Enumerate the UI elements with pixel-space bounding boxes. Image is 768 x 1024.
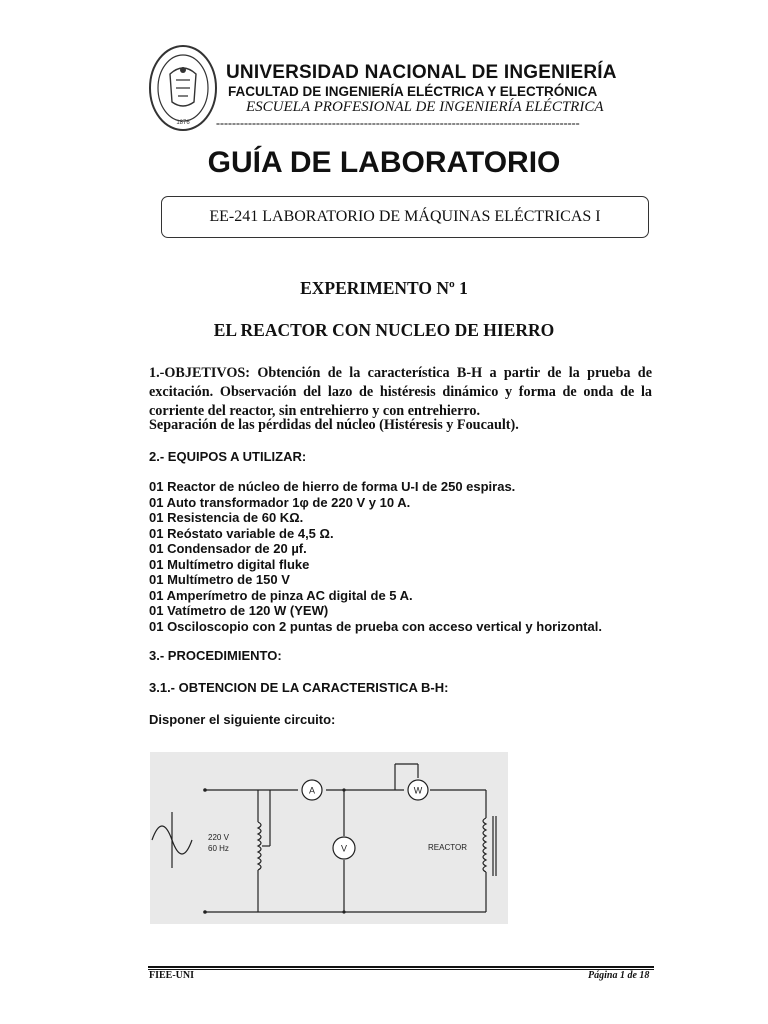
equipment-list bbox=[149, 479, 602, 634]
university-name: UNIVERSIDAD NACIONAL DE INGENIERÍA bbox=[226, 62, 617, 83]
footer-divider bbox=[148, 966, 654, 968]
voltmeter-label: V bbox=[340, 843, 348, 854]
equipment-item: 01 Resistencia de 60 KΩ. bbox=[149, 510, 304, 525]
procedure-subheading: 3.1.- OBTENCION DE LA CARACTERISTICA B-H: bbox=[149, 680, 449, 695]
equipment-item: 01 Auto transformador 1φ de 220 V y 10 A. bbox=[149, 494, 411, 510]
ammeter-label: A bbox=[308, 785, 316, 796]
equipment-item: 01 Amperímetro de pinza AC digital de 5 A. bbox=[149, 587, 413, 603]
page-title: GUÍA DE LABORATORIO bbox=[207, 146, 561, 179]
equipment-item: 01 Multímetro digital fluke bbox=[149, 556, 310, 572]
reactor-label: REACTOR bbox=[428, 843, 467, 852]
equipment-item: 01 Osciloscopio con 2 puntas de prueba con acceso vertical y horizontal. bbox=[149, 618, 602, 634]
source-voltage-label: 220 V bbox=[208, 833, 229, 842]
equipment-item: 01 Condensador de 20 µf. bbox=[149, 541, 307, 556]
course-box bbox=[161, 196, 649, 238]
seal-year: 1876 bbox=[176, 120, 190, 126]
footer-left-text: FIEE-UNI bbox=[149, 970, 195, 981]
equipment-item: 01 Multímetro de 150 V bbox=[149, 572, 290, 587]
faculty-name: FACULTAD DE INGENIERÍA ELÉCTRICA Y ELECTRÓNICA bbox=[228, 84, 598, 99]
objectives-paragraph-2: Separación de las pérdidas del núcleo (Histéresis y Foucault). bbox=[149, 417, 519, 433]
experiment-number: EXPERIMENTO Nº 1 bbox=[300, 278, 468, 298]
objectives-paragraph: 1.-OBJETIVOS: Obtención de la característica B-H a partir de la prueba de excitación. Observación del lazo de histéresis dinámico y forma de onda de la corriente del reactor, sin entrehierro y con entrehierro. bbox=[149, 365, 652, 419]
circuit-diagram bbox=[150, 752, 508, 924]
footer-divider-thin bbox=[148, 969, 654, 970]
equipment-item: 01 Reactor de núcleo de hierro de forma U-I de 250 espiras. bbox=[149, 479, 516, 494]
procedure-heading: 3.- PROCEDIMIENTO: bbox=[149, 648, 282, 663]
equipment-heading: 2.- EQUIPOS A UTILIZAR: bbox=[149, 449, 307, 464]
equipment-item: 01 Vatímetro de 120 W (YEW) bbox=[149, 603, 329, 618]
equipment-item: 01 Reóstato variable de 4,5 Ω. bbox=[149, 525, 334, 541]
header-separator: ------------------------------------------------------------------------------------------- bbox=[216, 116, 580, 130]
page-number: Página 1 de 18 bbox=[588, 970, 650, 981]
source-frequency-label: 60 Hz bbox=[208, 844, 229, 853]
course-title: EE-241 LABORATORIO DE MÁQUINAS ELÉCTRICAS I bbox=[209, 208, 601, 225]
school-name: ESCUELA PROFESIONAL DE INGENIERÍA ELÉCTRICA bbox=[246, 99, 604, 115]
procedure-instruction: Disponer el siguiente circuito: bbox=[149, 712, 336, 727]
wattmeter-label: W bbox=[413, 785, 423, 796]
experiment-topic: EL REACTOR CON NUCLEO DE HIERRO bbox=[213, 320, 555, 340]
university-seal-logo bbox=[148, 44, 218, 132]
